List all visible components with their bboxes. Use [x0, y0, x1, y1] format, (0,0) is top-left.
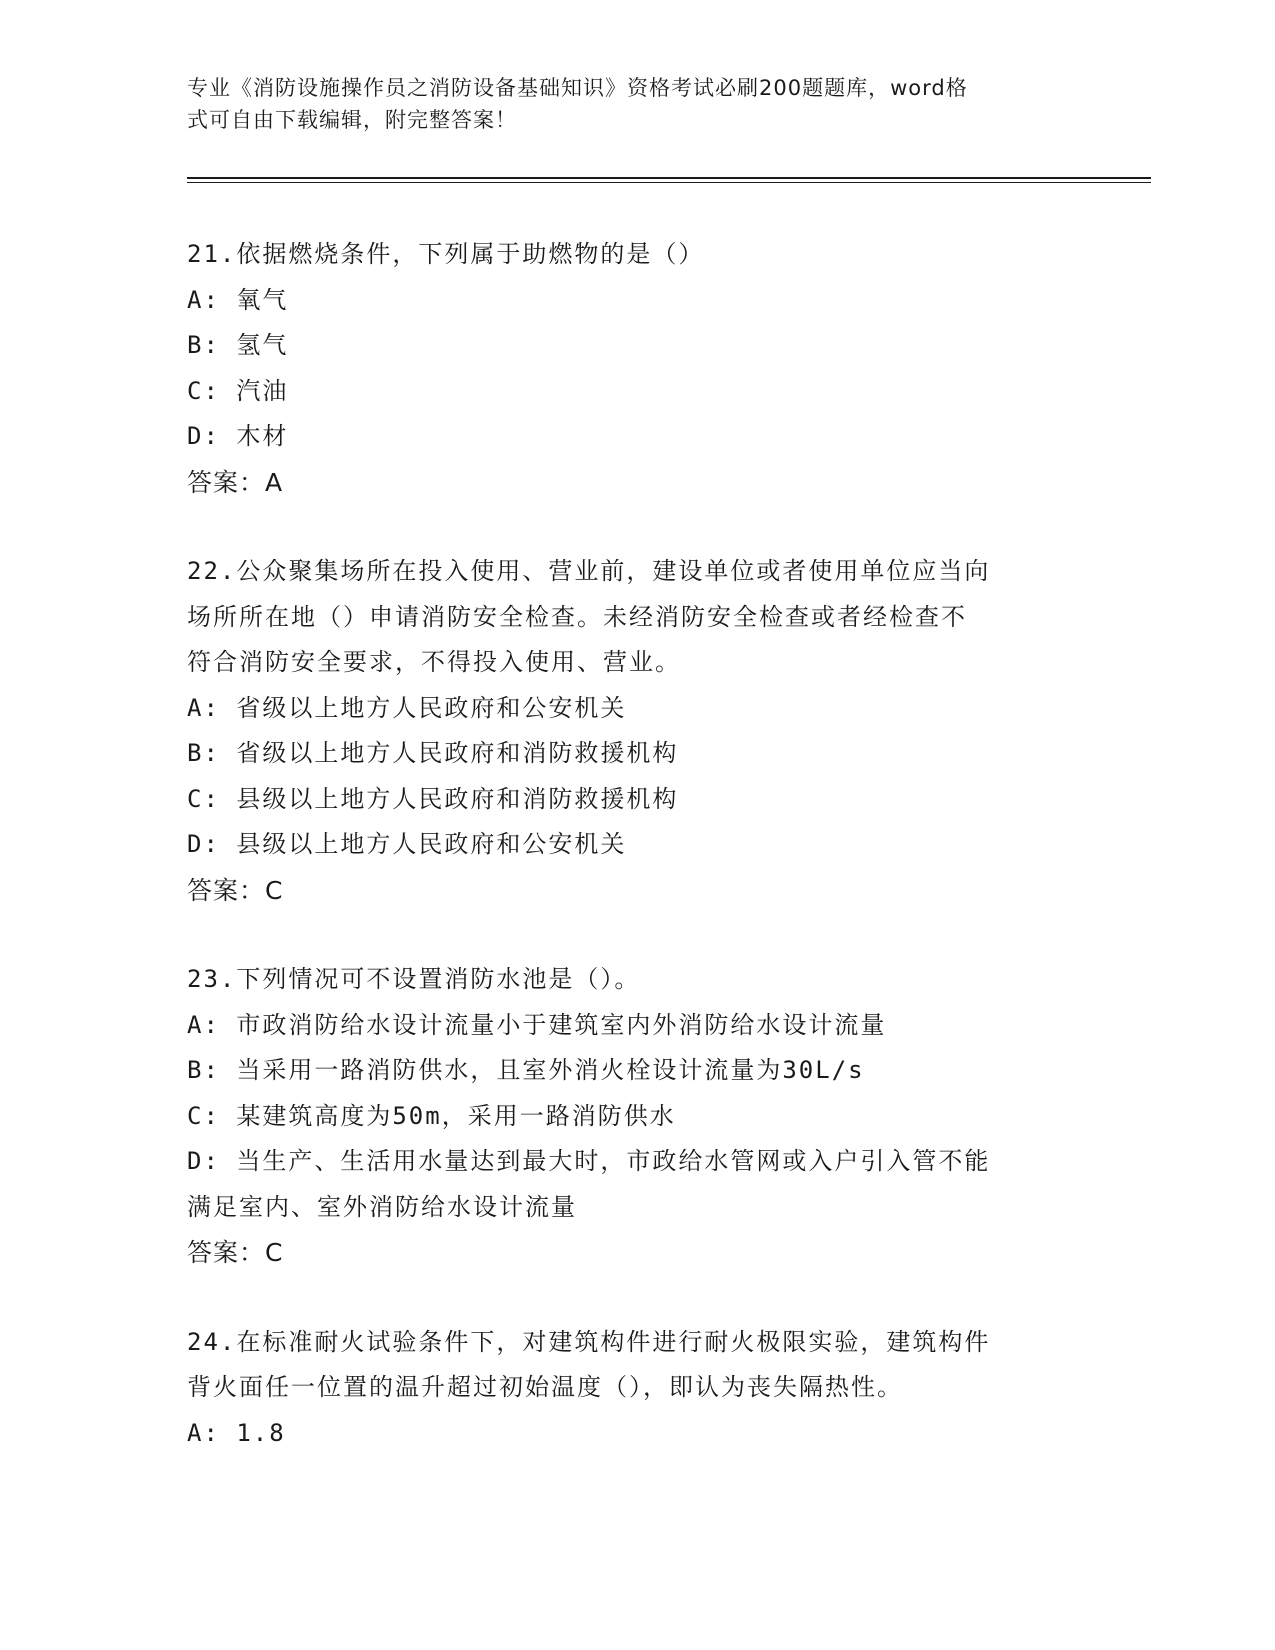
option-d-continued: 满足室内、室外消防给水设计流量 [187, 1192, 577, 1221]
question-stem: 22.公众聚集场所在投入使用、营业前，建设单位或者使用单位应当向 [187, 557, 991, 585]
question-stem: 符合消防安全要求，不得投入使用、营业。 [187, 648, 681, 676]
option-b: B: 当采用一路消防供水，且室外消火栓设计流量为30L/s [187, 1056, 865, 1084]
question-stem: 23.下列情况可不设置消防水池是（）。 [187, 965, 641, 993]
option-b: B: 氢气 [187, 331, 289, 359]
header-line-2: 式可自由下载编辑，附完整答案！ [187, 108, 517, 132]
header-line-1: 专业《消防设施操作员之消防设备基础知识》资格考试必刷200题题库，word格 [187, 76, 968, 100]
option-c: C: 县级以上地方人民政府和消防救援机构 [187, 784, 679, 813]
question-stem: 背火面任一位置的温升超过初始温度（），即认为丧失隔热性。 [187, 1373, 903, 1401]
document-header [187, 72, 1067, 136]
option-d: D: 木材 [187, 422, 289, 450]
question-23 [187, 957, 1087, 1276]
question-list [187, 232, 1087, 1500]
header-divider-thin [187, 182, 1151, 183]
question-22 [187, 549, 1087, 913]
question-24 [187, 1320, 1087, 1457]
question-21 [187, 232, 1087, 505]
answer-line: 答案：C [187, 875, 284, 905]
option-c: C: 汽油 [187, 376, 289, 405]
option-b: B: 省级以上地方人民政府和消防救援机构 [187, 739, 679, 767]
option-a: A: 市政消防给水设计流量小于建筑室内外消防给水设计流量 [187, 1010, 887, 1039]
option-a: A: 氧气 [187, 285, 289, 314]
option-d: D: 县级以上地方人民政府和公安机关 [187, 830, 627, 858]
option-a: A: 省级以上地方人民政府和公安机关 [187, 693, 627, 722]
option-d: D: 当生产、生活用水量达到最大时，市政给水管网或入户引入管不能 [187, 1147, 991, 1175]
option-a: A: 1.8 [187, 1418, 286, 1447]
answer-line: 答案：A [187, 467, 284, 497]
question-stem: 场所所在地（）申请消防安全检查。未经消防安全检查或者经检查不 [187, 602, 967, 631]
answer-line: 答案：C [187, 1238, 284, 1267]
header-divider-thick [187, 177, 1151, 179]
option-c: C: 某建筑高度为50m，采用一路消防供水 [187, 1101, 676, 1130]
question-stem: 24.在标准耐火试验条件下，对建筑构件进行耐火极限实验，建筑构件 [187, 1327, 991, 1356]
question-stem: 21.依据燃烧条件，下列属于助燃物的是（） [187, 240, 705, 268]
